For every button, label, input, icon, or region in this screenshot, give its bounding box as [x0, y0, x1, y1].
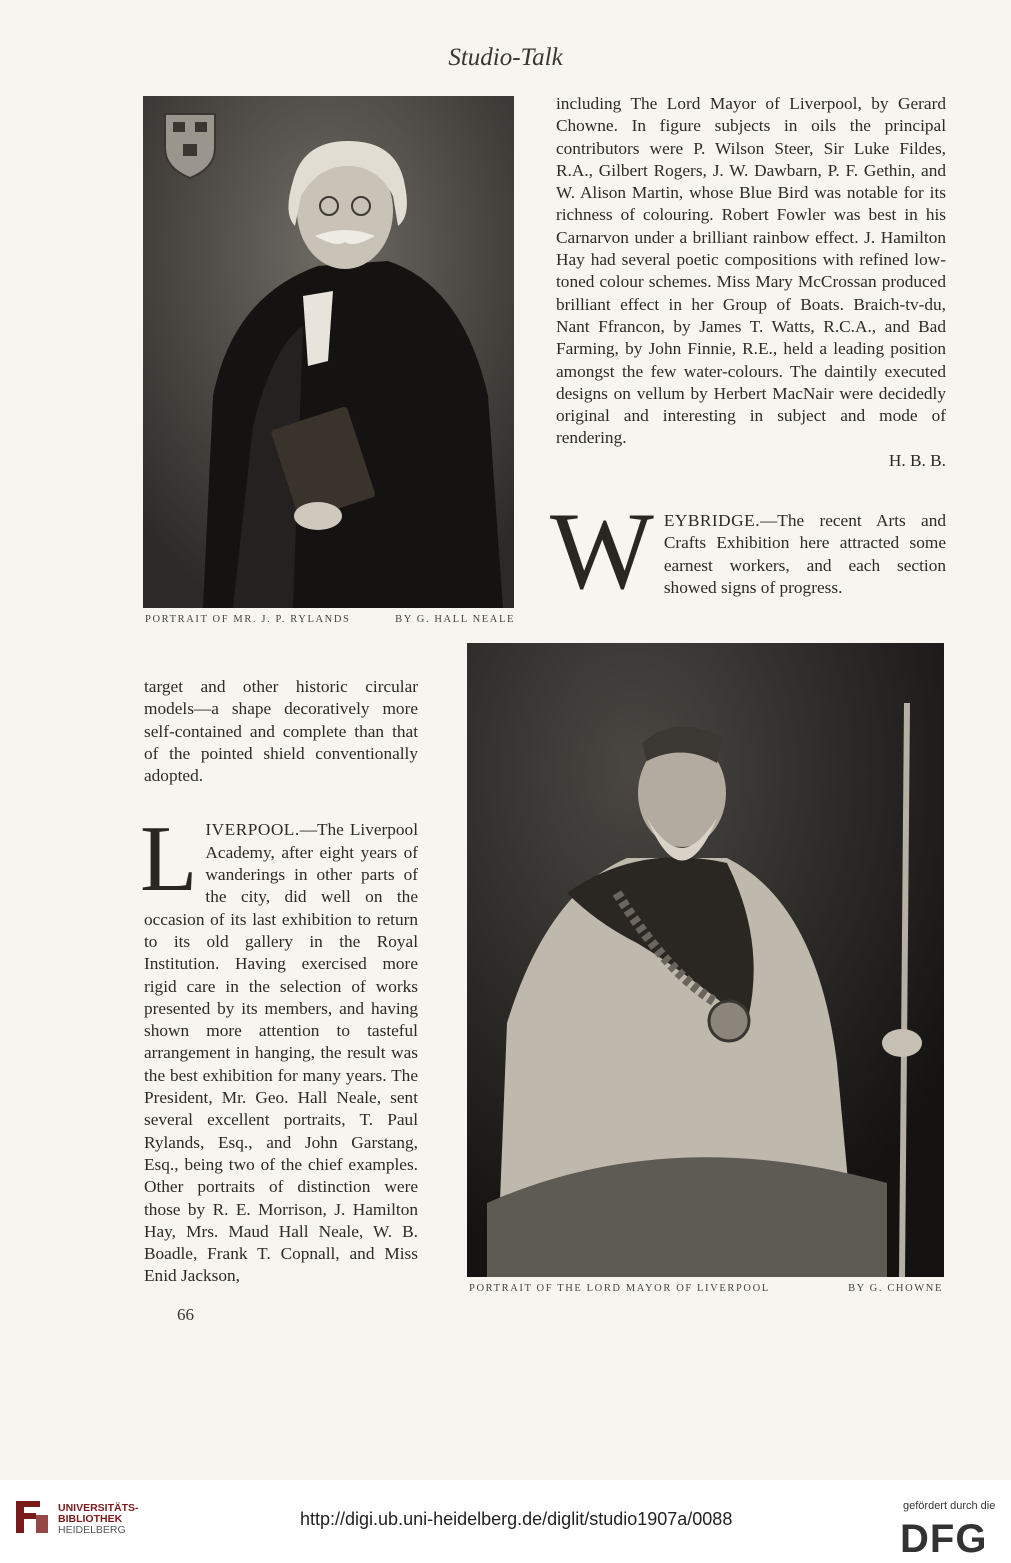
caption-rylands-title: PORTRAIT OF MR. J. P. RYLANDS	[145, 614, 351, 625]
page-number: 66	[177, 1305, 194, 1324]
liverpool-lead: IVERPOOL.	[205, 820, 300, 840]
library-line-2: BIBLIOTHEK	[58, 1513, 123, 1525]
funding-note: gefördert durch die	[903, 1500, 996, 1512]
weybridge-lead: EYBRIDGE.	[663, 511, 761, 531]
liverpool-paragraph	[140, 807, 418, 1287]
library-logo-icon	[12, 1497, 52, 1537]
plate-rylands	[143, 96, 514, 608]
source-url-link[interactable]: http://digi.ub.uni-heidelberg.de/diglit/studio1907a/0088	[300, 1509, 733, 1529]
plate-lord-mayor	[467, 643, 944, 1277]
signature: H. B. B.	[888, 450, 946, 470]
library-line-3: HEIDELBERG	[58, 1524, 126, 1536]
right-column-text: including The Lord Mayor of Liverpool, by Gerard Chowne. In figure subjects in oils the principal contributors were P. Wilson Steer, Sir Luke Fildes, R.A., Gilbert Rogers, J. W. Dawbarn, P. F. Gethin, and W. Alison Martin, whose Blue Bird was notable for its richness of colouring. Robert Fowler was best in his Carnarvon under a brilliant rainbow effect. J. Hamilton Hay had several poetic compositions with refined low-toned colour schemes. Miss Mary McCrossan produced brilliant effect in her Group of Boats. Braich-tv-du, Nant Ffrancon, by James T. Watts, R.C.A., and Bad Farming, by John Finnie, R.E., held a leading position amongst the few water-colours. The daintily executed designs on vellum by Herbert MacNair were decidedly original and interesting in subject and mode of rendering.	[556, 94, 946, 448]
liverpool-text: —The Liverpool Academy, after eight years of wanderings in other parts of the city, did well on the occasion of its last exhibition to return to its old gallery in the Royal Institution. Having exercised more rigid care in the selection of works presented by its members, and having shown more attention to tasteful arrangement in hanging, the result was the best exhibition for many years. The President, Mr. Geo. Hall Neale, sent several excellent portraits, T. Paul Rylands, Esq., and John Garstang, Esq., being two of the chief examples. Other portraits of distinction were those by R. E. Morrison, J. Hamilton Hay, Mrs. Maud Hall Neale, W. B. Boadle, Frank T. Copnall, and Miss Enid Jackson,	[144, 820, 418, 1286]
rylands-portrait-image	[143, 96, 514, 608]
right-column	[550, 93, 946, 613]
caption-lord-mayor-title: PORTRAIT OF THE LORD MAYOR OF LIVERPOOL	[469, 1283, 770, 1294]
caption-rylands	[145, 614, 515, 625]
caption-rylands-artist: BY G. HALL NEALE	[395, 614, 515, 625]
weybridge-paragraph	[550, 490, 946, 613]
dfg-logo: DFG	[900, 1517, 988, 1561]
dropcap-w: W	[550, 490, 654, 613]
dropcap-l: L	[140, 807, 198, 912]
weybridge-text: —The recent Arts and Crafts Exhibition here attracted some earnest workers, and each section showed signs of progress.	[663, 511, 946, 597]
right-column-paragraph	[556, 93, 946, 472]
library-name	[58, 1503, 139, 1536]
left-column	[140, 676, 418, 1288]
running-head: Studio-Talk	[448, 44, 563, 71]
caption-lord-mayor-artist: BY G. CHOWNE	[848, 1283, 943, 1294]
caption-lord-mayor	[469, 1283, 943, 1294]
continuation-paragraph: target and other historic circular models—a shape decoratively more self-contained and complete than that of the pointed shield conventionally adopted.	[144, 677, 418, 786]
lord-mayor-portrait-image	[467, 643, 944, 1277]
library-line-1: UNIVERSITÄTS-	[58, 1502, 139, 1514]
